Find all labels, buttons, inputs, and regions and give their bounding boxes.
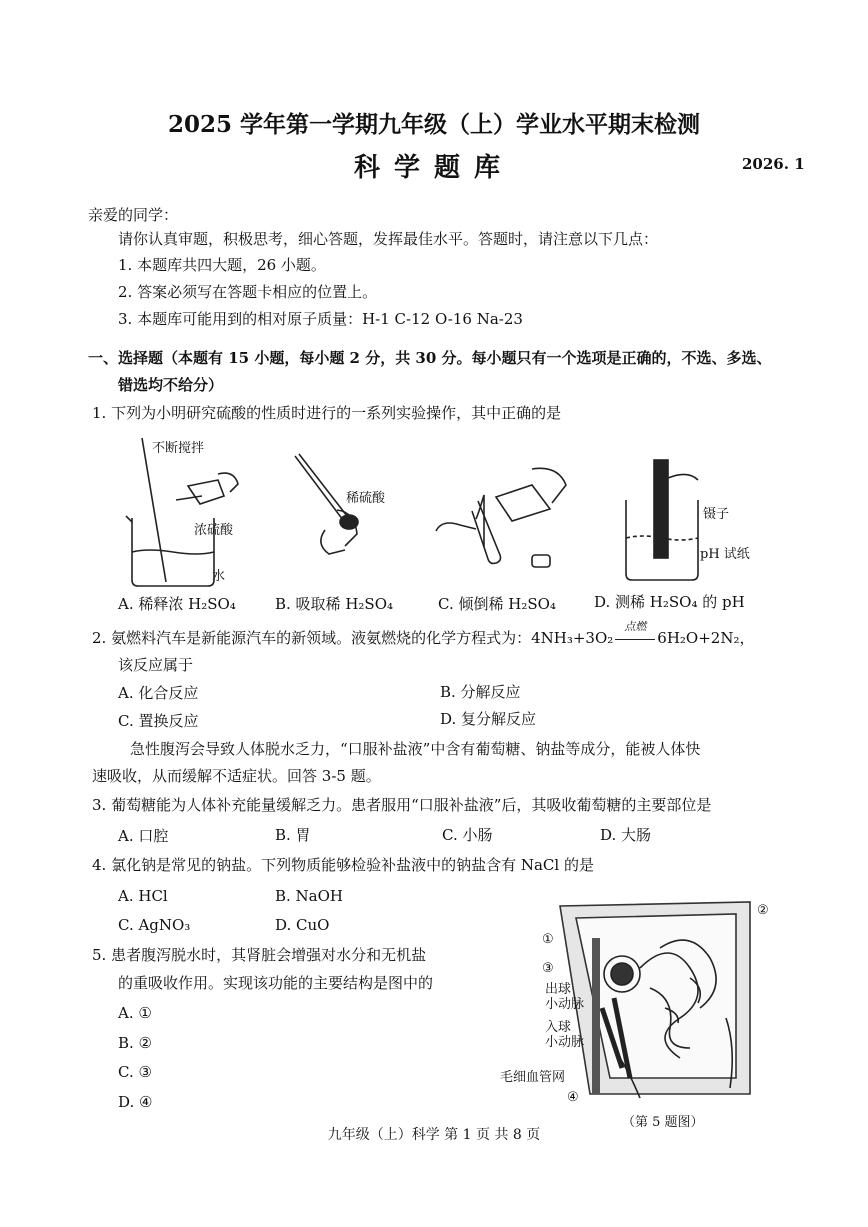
passage-line: 速吸收，从而缓解不适症状。回答 3-5 题。 (92, 767, 381, 785)
notice-item: 3. 本题库可能用到的相对原子质量：H-1 C-12 O-16 Na-23 (118, 310, 523, 328)
q4-option-d: D. CuO (275, 916, 330, 934)
q5-option-b: B. ② (118, 1034, 153, 1052)
q2-option-d: D. 复分解反应 (440, 710, 537, 728)
nephron-label-3: ③ (542, 961, 554, 976)
q4-option-a: A. HCl (118, 887, 168, 905)
nephron-label-2: ② (757, 903, 769, 918)
q4-stem: 4. 氯化钠是常见的钠盐。下列物质能够检验补盐液中的钠盐含有 NaCl 的是 (92, 856, 594, 874)
q1-option-a: A. 稀释浓 H₂SO₄ (118, 595, 236, 613)
q2-option-b: B. 分解反应 (440, 683, 521, 701)
label-dilute-acid: 稀硫酸 (346, 491, 386, 506)
label-ph-paper: pH 试纸 (700, 547, 750, 562)
section-heading-cont: 错选均不给分） (118, 376, 224, 394)
notice-intro: 请你认真审题，积极思考，细心答题，发挥最佳水平。答题时，请注意以下几点： (118, 230, 659, 248)
q5-option-d: D. ④ (118, 1093, 153, 1111)
figure-5-caption: （第 5 题图） (622, 1115, 704, 1130)
section-heading: 一、选择题（本题有 15 小题，每小题 2 分，共 30 分。每小题只有一个选项是正确的，不选、多选、 (88, 349, 772, 367)
figure-d-ph-test (618, 450, 708, 585)
q2-stem (92, 620, 755, 647)
q3-option-d: D. 大肠 (600, 826, 652, 844)
label-efferent-arteriole (545, 982, 584, 1012)
label-stir: 不断搅拌 (152, 441, 205, 456)
exam-title: 2025 学年第一学期九年级（上）学业水平期末检测 (167, 111, 701, 138)
page-footer: 九年级（上）科学 第 1 页 共 8 页 (327, 1127, 541, 1143)
label-afferent-arteriole (545, 1020, 584, 1050)
notice-item: 1. 本题库共四大题，26 小题。 (118, 256, 326, 274)
q3-option-b: B. 胃 (275, 826, 311, 844)
q5-option-c: C. ③ (118, 1063, 152, 1081)
reaction-condition: 点燃 (624, 620, 647, 633)
label-efferent-line2: 小动脉 (545, 997, 585, 1012)
label-afferent-line1: 入球 (545, 1020, 572, 1035)
q2-stem-cont: 该反应属于 (118, 656, 194, 674)
q3-option-a: A. 口腔 (118, 827, 169, 845)
label-tweezers: 镊子 (703, 507, 730, 522)
nephron-label-4: ④ (567, 1090, 579, 1105)
passage-line: 急性腹泻会导致人体脱水乏力，“口服补盐液”中含有葡萄糖、钠盐等成分，能被人体快 (130, 740, 701, 758)
notice-item: 2. 答案必须写在答题卡相应的位置上。 (118, 283, 378, 301)
q4-option-c: C. AgNO₃ (118, 916, 191, 934)
q2-option-c: C. 置换反应 (118, 712, 199, 730)
q1-option-d: D. 测稀 H₂SO₄ 的 pH (594, 593, 745, 611)
exam-date: 2026. 1 (742, 155, 805, 173)
reaction-arrow (613, 620, 657, 647)
label-water: 水 (212, 569, 226, 584)
q1-stem: 1. 下列为小明研究硫酸的性质时进行的一系列实验操作，其中正确的是 (92, 404, 562, 422)
label-efferent-line1: 出球 (545, 982, 572, 997)
label-afferent-line2: 小动脉 (545, 1035, 585, 1050)
q2-stem-text: 2. 氨燃料汽车是新能源汽车的新领域。液氨燃烧的化学方程式为：4NH₃+3O₂ (92, 629, 614, 647)
nephron-label-1: ① (542, 932, 554, 947)
greeting: 亲爱的同学： (88, 206, 179, 224)
figure-c-pouring (432, 455, 582, 580)
q1-option-c: C. 倾倒稀 H₂SO₄ (438, 595, 556, 613)
q5-stem: 5. 患者腹泻脱水时，其肾脏会增强对水分和无机盐 (92, 946, 427, 964)
q5-stem-cont: 的重吸收作用。实现该功能的主要结构是图中的 (118, 974, 434, 992)
q2-option-a: A. 化合反应 (118, 684, 199, 702)
q1-option-b: B. 吸取稀 H₂SO₄ (275, 595, 394, 613)
q5-option-a: A. ① (118, 1004, 152, 1022)
q2-products: 6H₂O+2N₂， (657, 629, 755, 647)
label-conc-acid: 浓硫酸 (194, 523, 234, 538)
exam-subtitle: 科学题库 (353, 153, 514, 183)
q3-stem: 3. 葡萄糖能为人体补充能量缓解乏力。患者服用“口服补盐液”后，其吸收葡萄糖的主要部位是 (92, 796, 712, 814)
label-capillary-network: 毛细血管网 (500, 1070, 566, 1085)
q4-option-b: B. NaOH (275, 887, 344, 905)
q3-option-c: C. 小肠 (442, 826, 493, 844)
